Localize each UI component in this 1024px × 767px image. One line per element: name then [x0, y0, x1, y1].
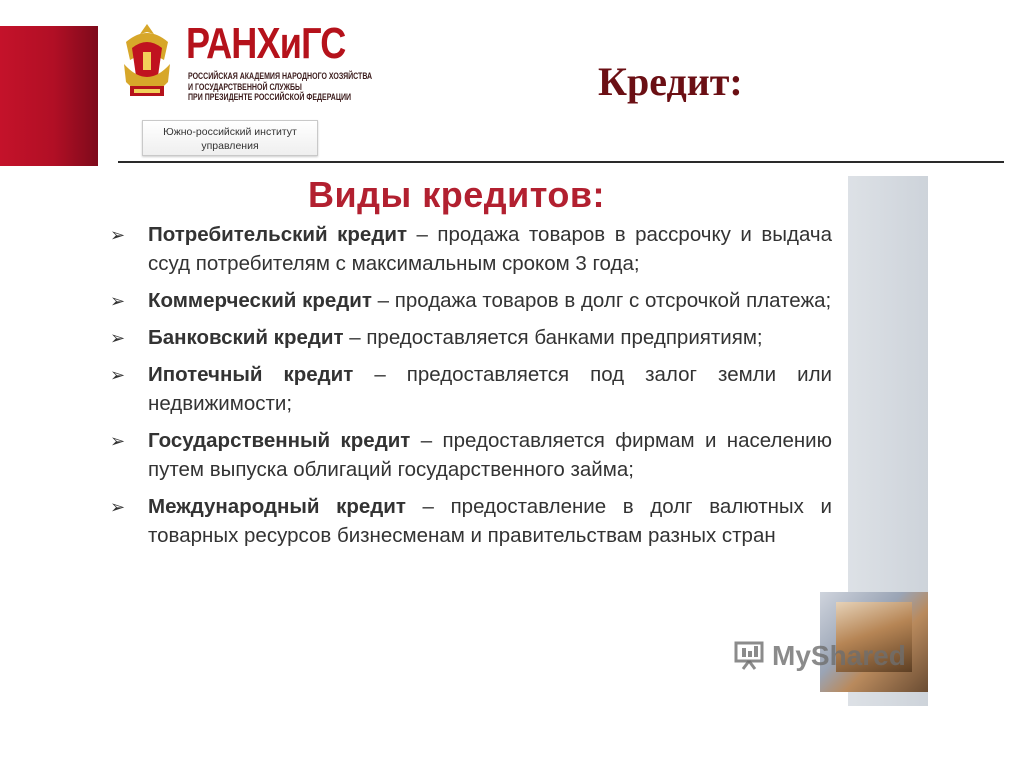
description: – предоставляется фирмам и населению путем выпуска облигаций государственного займа;: [148, 429, 832, 481]
description: – предоставляется под залог земли или недвижимости;: [148, 363, 832, 415]
arrow-bullet-icon: ➢: [110, 431, 126, 451]
list-item: [110, 323, 832, 352]
list-item-text: [148, 360, 832, 418]
arrow-bullet-icon: ➢: [110, 328, 126, 348]
term: Коммерческий кредит: [148, 289, 372, 312]
term: Ипотечный кредит: [148, 363, 354, 386]
list-item: [110, 220, 832, 278]
presentation-icon: [734, 640, 764, 670]
credit-types-list: [110, 220, 832, 558]
list-item-text: [148, 220, 832, 278]
red-accent-bar: [0, 26, 98, 166]
section-heading: Виды кредитов:: [308, 174, 606, 215]
description: – продажа товаров в долг с отсрочкой платежа;: [371, 289, 832, 312]
arrow-bullet-icon: ➢: [110, 365, 126, 385]
crest-icon: [118, 20, 176, 106]
list-item: [110, 426, 832, 484]
list-item-text: [148, 286, 832, 315]
term: Потребительский кредит: [148, 223, 407, 246]
term: Государственный кредит: [148, 429, 411, 452]
description: – продажа товаров в рассрочку и выдача ссуд потребителям с максимальным сроком 3 года;: [148, 223, 833, 275]
term: Банковский кредит: [148, 326, 344, 349]
list-item-text: [148, 492, 832, 550]
institute-line: управления: [201, 140, 259, 152]
logo-subtitle-line: ПРИ ПРЕЗИДЕНТЕ РОССИЙСКОЙ ФЕДЕРАЦИИ: [188, 92, 352, 102]
list-item-text: [148, 323, 832, 352]
institute-label: [142, 120, 318, 156]
logo-subtitle-line: И ГОСУДАРСТВЕННОЙ СЛУЖБЫ: [188, 81, 302, 92]
term: Международный кредит: [148, 495, 406, 518]
description: – предоставляется банками предприятиям;: [343, 326, 763, 349]
list-item: [110, 360, 832, 418]
ranepa-logo: [118, 19, 373, 110]
arrow-bullet-icon: ➢: [110, 497, 126, 517]
list-item-text: [148, 426, 832, 484]
page-title: Кредит:: [598, 59, 743, 104]
watermark-text: MyShared: [772, 640, 906, 671]
arrow-bullet-icon: ➢: [110, 225, 126, 245]
arrow-bullet-icon: ➢: [110, 291, 126, 311]
list-item: [110, 492, 832, 550]
description: – предоставление в долг валютных и товарных ресурсов бизнесменам и правительствам разных стран: [148, 495, 832, 547]
logo-subtitle-line: РОССИЙСКАЯ АКАДЕМИЯ НАРОДНОГО ХОЗЯЙСТВА: [188, 71, 373, 81]
logo-title: РАНХиГС: [186, 19, 346, 68]
list-item: [110, 286, 832, 315]
title-divider: [118, 161, 1004, 163]
institute-line: Южно-российский институт: [163, 126, 297, 138]
logo-subtitle: [188, 71, 373, 103]
